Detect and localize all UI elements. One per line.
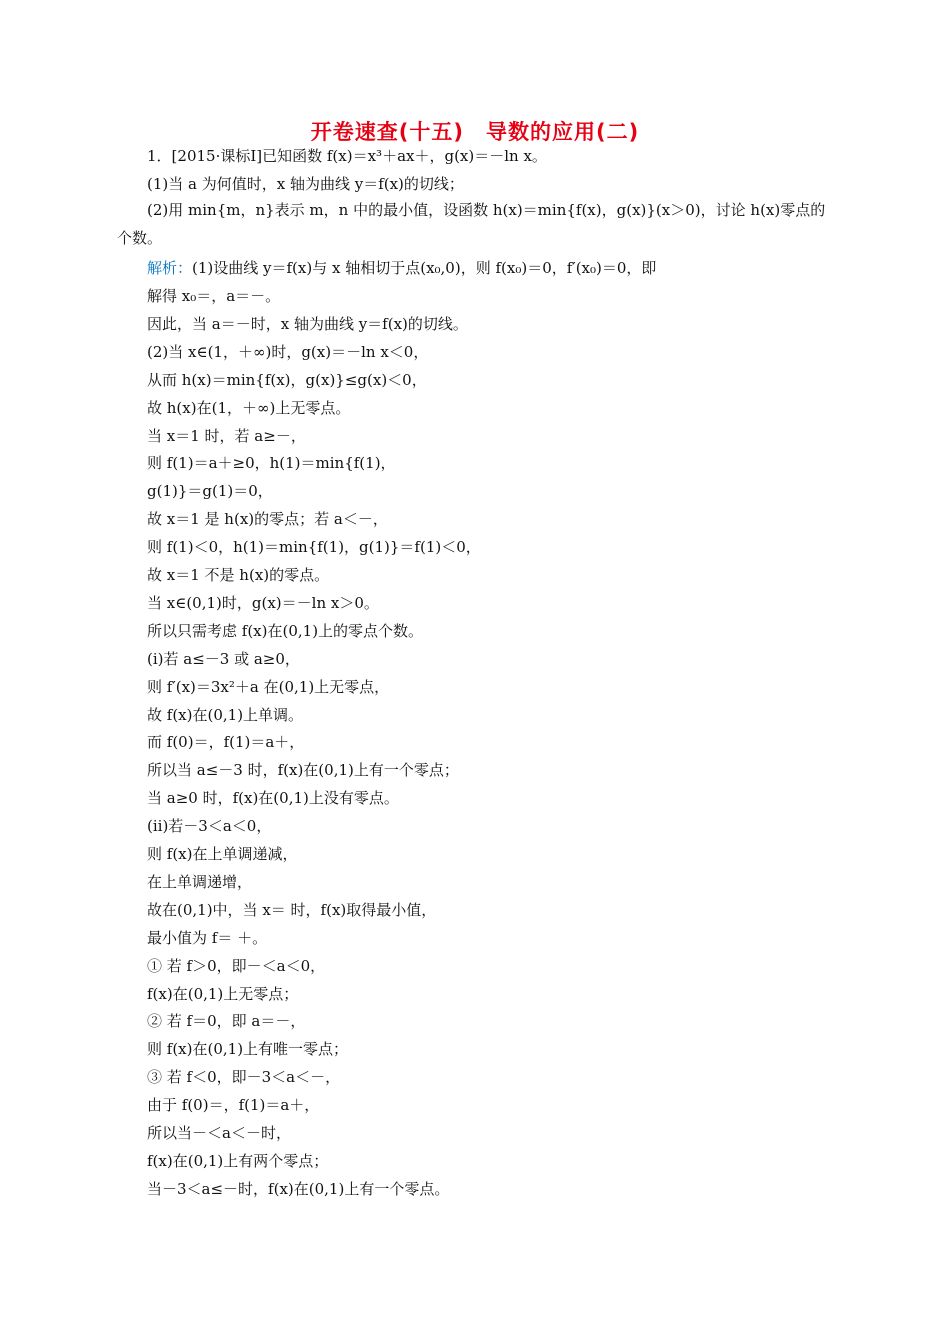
solution-label: 解析： (147, 259, 193, 277)
solution-line: 故在(0,1)中，当 x＝ 时，f(x)取得最小值， (147, 901, 437, 919)
solution-line: 解得 x₀＝，a＝－。 (147, 287, 281, 305)
solution-line: 从而 h(x)＝min{f(x)，g(x)}≤g(x)＜0， (147, 371, 427, 389)
solution-line: 当 a≥0 时，f(x)在(0,1)上没有零点。 (147, 789, 399, 807)
solution-line: 当－3＜a≤－时，f(x)在(0,1)上有一个零点。 (147, 1180, 450, 1198)
solution-line: ② 若 f＝0，即 a＝－， (147, 1012, 306, 1030)
problem-part-1: (1)当 a 为何值时，x 轴为曲线 y＝f(x)的切线； (147, 175, 464, 193)
solution-line: f(x)在(0,1)上无零点； (147, 985, 299, 1003)
solution-line: 则 f′(x)＝3x²＋a 在(0,1)上无零点， (147, 678, 390, 696)
solution-line: 在上单调递增， (147, 873, 253, 891)
problem-part-2: (2)用 min{m，n}表示 m，n 中的最小值，设函数 h(x)＝min{f(x)，g(x)}(x＞0)，讨论 h(x)零点的个数。 (117, 201, 826, 247)
solution-line: ③ 若 f＜0，即－3＜a＜－， (147, 1068, 341, 1086)
solution-line: 最小值为 f＝ ＋。 (147, 929, 268, 947)
solution-line: 故 h(x)在(1，＋∞)上无零点。 (147, 399, 351, 417)
solution-line: (ⅱ)若－3＜a＜0， (147, 817, 272, 835)
solution-line: 则 f(x)在(0,1)上有唯一零点； (147, 1040, 349, 1058)
page-title: 开卷速查(十五) 导数的应用(二) (310, 120, 640, 144)
solution-line: 故 x＝1 不是 h(x)的零点。 (147, 566, 330, 584)
solution-line: 则 f(1)＝a＋≥0，h(1)＝min{f(1)， (147, 454, 396, 472)
solution-line: 故 x＝1 是 h(x)的零点；若 a＜－， (147, 510, 388, 528)
solution-line: 由于 f(0)＝，f(1)＝a＋， (147, 1096, 320, 1114)
solution-line: 而 f(0)＝，f(1)＝a＋， (147, 733, 305, 751)
solution-line: 则 f(x)在上单调递减， (147, 845, 298, 863)
solution-line: 因此，当 a＝－时，x 轴为曲线 y＝f(x)的切线。 (147, 315, 468, 333)
solution-first-line (147, 258, 656, 278)
problem-line-1: 1．[2015·课标Ⅰ]已知函数 f(x)＝x³＋ax＋，g(x)＝－ln x。 (147, 147, 547, 165)
solution-line: f(x)在(0,1)上有两个零点； (147, 1152, 329, 1170)
solution-line: 则 f(1)＜0，h(1)＝min{f(1)，g(1)}＝f(1)＜0， (147, 538, 481, 556)
solution-line: 所以当－＜a＜－时， (147, 1124, 291, 1142)
solution-line: ① 若 f＞0，即－＜a＜0， (147, 957, 326, 975)
solution-line: 当 x＝1 时，若 a≥－， (147, 427, 306, 445)
solution-line: 当 x∈(0,1)时，g(x)＝－ln x＞0。 (147, 594, 379, 612)
solution-line: (ⅰ)若 a≤－3 或 a≥0， (147, 650, 300, 668)
solution-line: 故 f(x)在(0,1)上单调。 (147, 706, 304, 724)
solution-line: (2)当 x∈(1，＋∞)时，g(x)＝－ln x＜0， (147, 343, 429, 361)
solution-line: 所以当 a≤－3 时，f(x)在(0,1)上有一个零点； (147, 761, 459, 779)
solution-line: 所以只需考虑 f(x)在(0,1)上的零点个数。 (147, 622, 424, 640)
solution-first-text: (1)设曲线 y＝f(x)与 x 轴相切于点(x₀,0)，则 f(x₀)＝0，f′(x₀)＝0，即 (192, 259, 657, 277)
solution-line: g(1)}＝g(1)＝0， (147, 482, 273, 500)
